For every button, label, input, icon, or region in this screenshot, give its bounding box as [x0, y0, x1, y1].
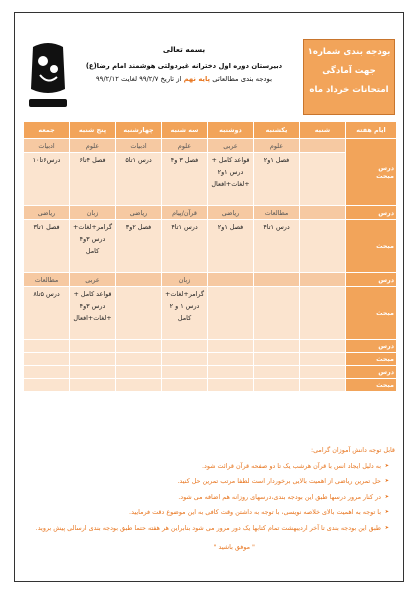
empty-cell: [254, 353, 300, 366]
table-row: [24, 366, 397, 379]
subject-cell: مطالعات: [24, 273, 70, 287]
empty-cell: [254, 340, 300, 353]
subject-cell: [300, 206, 346, 220]
topic-cell: درس ۱تا۴: [254, 220, 300, 273]
basmala: بسمه تعالی: [162, 45, 206, 54]
row-label-subject: درس: [378, 164, 394, 172]
empty-cell: [24, 340, 70, 353]
empty-cell: [208, 340, 254, 353]
topic-cell: [300, 287, 346, 340]
subject-cell: ادبیات: [116, 139, 162, 153]
title-line-3: امتحانات خرداد ماه: [309, 85, 389, 95]
topic-cell: قواعد کامل + درس ۳و۴ +لغات+افعال: [70, 287, 116, 340]
empty-cell: [116, 379, 162, 392]
row-label-block: [346, 139, 397, 206]
empty-cell: [162, 353, 208, 366]
notes-title: قابل توجه دانش آموزان گرامی:: [310, 446, 395, 454]
topic-cell: [208, 287, 254, 340]
day-header: چهارشنبه: [116, 122, 162, 139]
empty-cell: [24, 353, 70, 366]
empty-cell: [208, 379, 254, 392]
subject-cell: علوم: [162, 139, 208, 153]
row-label-topic: مبحث: [346, 287, 397, 340]
topic-cell: قواعد کامل + درس ۱و۲ +لغات+افعال: [208, 153, 254, 206]
day-header: پنج شنبه: [70, 122, 116, 139]
subject-cell: ریاضی: [116, 206, 162, 220]
header-center: [75, 43, 293, 86]
day-header: شنبه: [300, 122, 346, 139]
subject-cell: ریاضی: [24, 206, 70, 220]
empty-cell: [70, 379, 116, 392]
subject-cell: علوم: [254, 139, 300, 153]
table-row: [24, 153, 397, 206]
plan-dates: از تاریخ ۹۹/۲/۷ لغایت ۹۹/۲/۱۲: [96, 75, 182, 83]
empty-cell: [300, 353, 346, 366]
notes-section: [25, 443, 395, 556]
empty-cell: [254, 379, 300, 392]
row-label-subject: درس: [346, 206, 397, 220]
topic-cell: [300, 153, 346, 206]
row-label-subject: درس: [346, 273, 397, 287]
list-item: ➤ با توجه به اهمیت بالای خلاصه نویسی، با توجه به داشتن وقت کافی به این موضوع دقت فرمایید.: [25, 505, 389, 521]
empty-cell: [162, 379, 208, 392]
days-header-row: [24, 122, 397, 139]
topic-cell: درس ۱تا۵: [116, 153, 162, 206]
empty-cell: [116, 366, 162, 379]
topic-cell: فصل ۲و۳: [116, 220, 162, 273]
topic-cell: فصل ۳ و۴: [162, 153, 208, 206]
table-row: [24, 287, 397, 340]
subject-cell: زبان: [70, 206, 116, 220]
list-item: ➤ حل تمرین ریاضی از اهمیت بالایی برخوردار است لطفا مرتب تمرین حل کنید.: [25, 474, 389, 490]
subject-cell: ادبیات: [24, 139, 70, 153]
list-item: ➤ در کنار مرور درسها طبق این بودجه بندی،درسهای روزانه هم اضافه می شود.: [25, 490, 389, 506]
topic-cell: درس ۵تا۸: [24, 287, 70, 340]
topic-cell: فصل ۱تا۳: [24, 220, 70, 273]
table-row: [24, 206, 397, 220]
subject-cell: مطالعات: [254, 206, 300, 220]
topic-cell: درس ۱تا۴: [162, 220, 208, 273]
empty-cell: [162, 366, 208, 379]
empty-cell: [70, 353, 116, 366]
subject-cell: علوم: [70, 139, 116, 153]
schedule-table: [23, 121, 397, 392]
subject-cell: [300, 139, 346, 153]
topic-cell: فصل ۴تا۶: [70, 153, 116, 206]
empty-cell: [208, 353, 254, 366]
empty-cell: [116, 353, 162, 366]
topic-cell: فصل ۱و۲: [208, 220, 254, 273]
table-row: [24, 139, 397, 153]
empty-cell: [24, 379, 70, 392]
title-line-2: جهت آمادگی: [322, 66, 376, 76]
day-header: یکشنبه: [254, 122, 300, 139]
empty-cell: [208, 366, 254, 379]
plan-prefix: بودجه بندی مطالعاتی: [212, 75, 272, 83]
row-label-topic: مبحث: [376, 172, 394, 180]
school-logo-icon: [23, 39, 73, 113]
topic-cell: گرامر+لغات+ درس ۱ و ۲ کامل: [162, 287, 208, 340]
header: [15, 13, 403, 117]
row-label-subject: درس: [346, 340, 397, 353]
notes-list: [25, 459, 395, 537]
title-box: [303, 39, 395, 115]
title-line-1: بودجه بندی شماره۱: [307, 47, 391, 57]
empty-cell: [116, 340, 162, 353]
empty-cell: [70, 366, 116, 379]
empty-cell: [70, 340, 116, 353]
day-header: دوشنبه: [208, 122, 254, 139]
row-label-topic: مبحث: [346, 353, 397, 366]
row-label-topic: مبحث: [346, 379, 397, 392]
row-label-subject: درس: [346, 366, 397, 379]
empty-cell: [300, 379, 346, 392]
day-header: سه شنبه: [162, 122, 208, 139]
topic-cell: [254, 287, 300, 340]
school-name: دبیرستان دوره اول دخترانه غیردولتی هوشمند امام رضا(ع): [85, 62, 283, 70]
topic-cell: درس۶تا۱۰: [24, 153, 70, 206]
corner-header: ایام هفته: [346, 122, 397, 139]
table-row: [24, 220, 397, 273]
subject-cell: [254, 273, 300, 287]
empty-cell: [254, 366, 300, 379]
subject-cell: عربی: [70, 273, 116, 287]
table-row: [24, 273, 397, 287]
subject-cell: عربی: [208, 139, 254, 153]
row-label-topic: مبحث: [346, 220, 397, 273]
subject-cell: [116, 273, 162, 287]
table-row: [24, 379, 397, 392]
list-item: ➤ به دلیل ایجاد انس با قرآن هرشب یک تا دو صفحه قرآن قرائت شود.: [25, 459, 389, 475]
topic-cell: [300, 220, 346, 273]
page-frame: [14, 12, 404, 582]
list-item: ➤ طبق این بودجه بندی تا آخر اردیبهشت تمام کتابها یک دور مرور می شود بنابراین هر هفته حتما طبق بودجه بندی ارسالی پیش بروید.: [25, 521, 389, 537]
topic-cell: [116, 287, 162, 340]
empty-cell: [300, 366, 346, 379]
plan-line: [75, 73, 293, 86]
empty-cell: [300, 340, 346, 353]
subject-cell: [300, 273, 346, 287]
subject-cell: [208, 273, 254, 287]
topic-cell: فصل ۱و۲: [254, 153, 300, 206]
topic-cell: گرامر+لغات+ درس ۳و۴ کامل: [70, 220, 116, 273]
subject-cell: زبان: [162, 273, 208, 287]
table-row: [24, 340, 397, 353]
plan-grade: پایه نهم: [183, 75, 211, 83]
closing-text: " موفق باشید ": [213, 543, 255, 551]
empty-cell: [24, 366, 70, 379]
subject-cell: قرآن/پیام: [162, 206, 208, 220]
table-row: [24, 353, 397, 366]
subject-cell: ریاضی: [208, 206, 254, 220]
day-header: جمعه: [24, 122, 70, 139]
empty-cell: [162, 340, 208, 353]
